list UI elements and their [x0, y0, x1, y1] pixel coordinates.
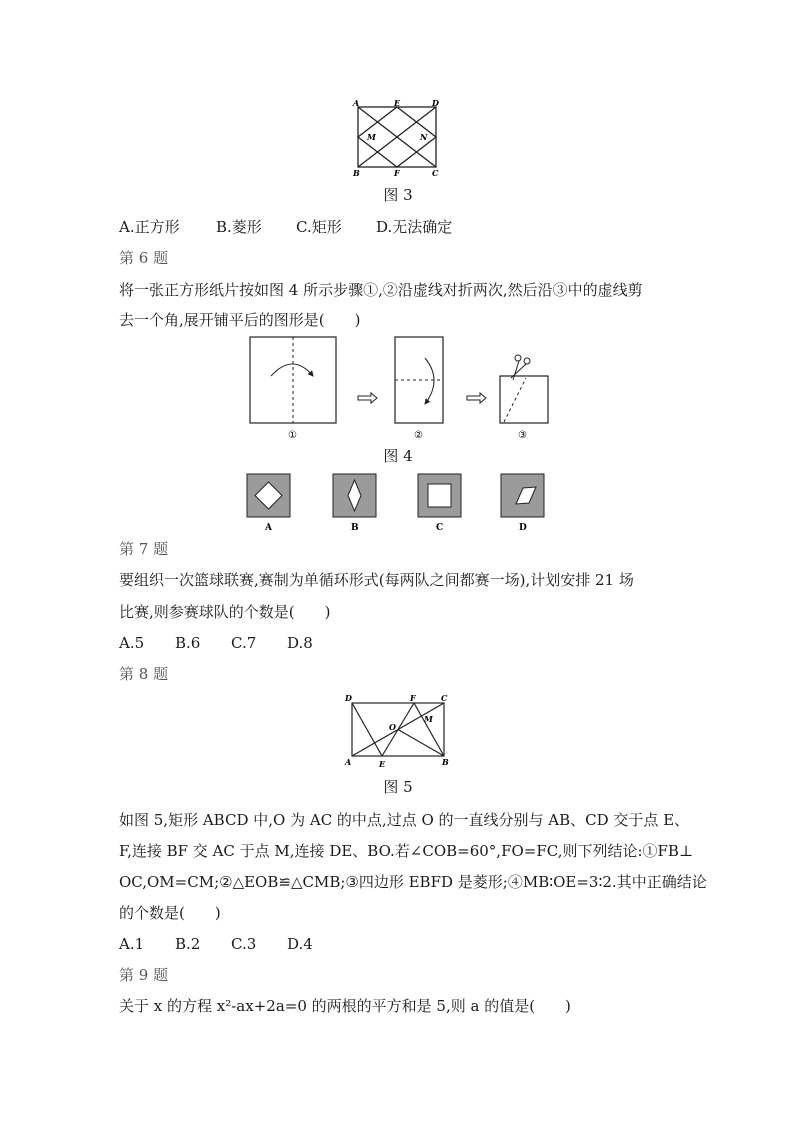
q8-header: 第 8 题 [119, 665, 169, 683]
fig3-label-c: C [432, 168, 439, 178]
fig4-step-label-1: ① [288, 430, 297, 441]
fig4-option-label-a: A [265, 523, 272, 533]
fig5-label-e: E [379, 759, 386, 769]
q7-header: 第 7 题 [119, 540, 169, 558]
q9-header: 第 9 题 [119, 966, 169, 984]
fig4-step-label-3: ③ [518, 430, 527, 441]
q5-option-a: A.正方形 [119, 218, 180, 236]
figure-3-caption: 图 3 [383, 186, 413, 204]
q7-line-1: 要组织一次篮球联赛,赛制为单循环形式(每两队之间都赛一场),计划安排 21 场 [119, 571, 634, 589]
figure-5-diagram [342, 690, 454, 770]
q6-line-1: 将一张正方形纸片按如图 4 所示步骤①,②沿虚线对折两次,然后沿③中的虚线剪 [119, 281, 643, 299]
q5-option-b: B.菱形 [216, 218, 262, 236]
fig3-label-f: F [394, 168, 400, 178]
q5-option-d: D.无法确定 [376, 218, 453, 236]
figure-4-options-diagram [243, 471, 553, 535]
fig5-label-f: F [410, 693, 416, 703]
q8-line-1: 如图 5,矩形 ABCD 中,O 为 AC 的中点,过点 O 的一直线分别与 AB、CD 交于点 E、 [119, 811, 690, 829]
q7-option-c: C.7 [231, 634, 257, 652]
q7-option-d: D.8 [287, 634, 313, 652]
q7-line-2: 比赛,则参赛球队的个数是( ) [119, 603, 331, 621]
q5-option-c: C.矩形 [296, 218, 342, 236]
fig3-label-m: M [367, 132, 376, 142]
q8-option-d: D.4 [287, 935, 313, 953]
q9-line-1: 关于 x 的方程 x²-ax+2a=0 的两根的平方和是 5,则 a 的值是( ) [119, 997, 571, 1015]
q6-line-2: 去一个角,展开铺平后的图形是( ) [119, 311, 361, 329]
q8-option-b: B.2 [175, 935, 201, 953]
figure-5-caption: 图 5 [383, 778, 413, 796]
figure-4-steps-diagram [245, 332, 555, 444]
q8-option-a: A.1 [119, 935, 145, 953]
fig4-option-label-b: B [351, 523, 359, 533]
fig5-label-b: B [442, 757, 449, 767]
q7-option-b: B.6 [175, 634, 201, 652]
fig4-option-label-d: D [519, 523, 527, 533]
fig5-label-m: M [424, 714, 433, 724]
fig3-label-e: E [394, 98, 401, 108]
fig4-option-label-c: C [436, 523, 444, 533]
figure-4-caption: 图 4 [383, 447, 413, 465]
q8-line-4: 的个数是( ) [119, 904, 221, 922]
fig5-label-a: A [345, 757, 352, 767]
fig5-label-d: D [345, 693, 352, 703]
q6-header: 第 6 题 [119, 249, 169, 267]
fig5-label-o: O [389, 722, 396, 732]
q8-option-c: C.3 [231, 935, 257, 953]
figure-3-diagram [350, 96, 442, 178]
fig3-label-n: N [420, 132, 428, 142]
q7-option-a: A.5 [119, 634, 145, 652]
q8-line-3: OC,OM=CM;②△EOB≌△CMB;③四边形 EBFD 是菱形;④MB∶OE=3∶2.其中正确结论 [119, 873, 707, 891]
fig4-step-label-2: ② [414, 430, 423, 441]
fig3-label-d: D [432, 98, 439, 108]
fold-arrow-icon [467, 393, 486, 403]
fig3-label-a: A [353, 98, 360, 108]
fold-arrow-icon [358, 393, 377, 403]
fig5-label-c: C [441, 693, 448, 703]
q8-line-2: F,连接 BF 交 AC 于点 M,连接 DE、BO.若∠COB=60°,FO=FC,则下列结论:①FB⊥ [119, 842, 694, 860]
fig3-label-b: B [353, 168, 360, 178]
